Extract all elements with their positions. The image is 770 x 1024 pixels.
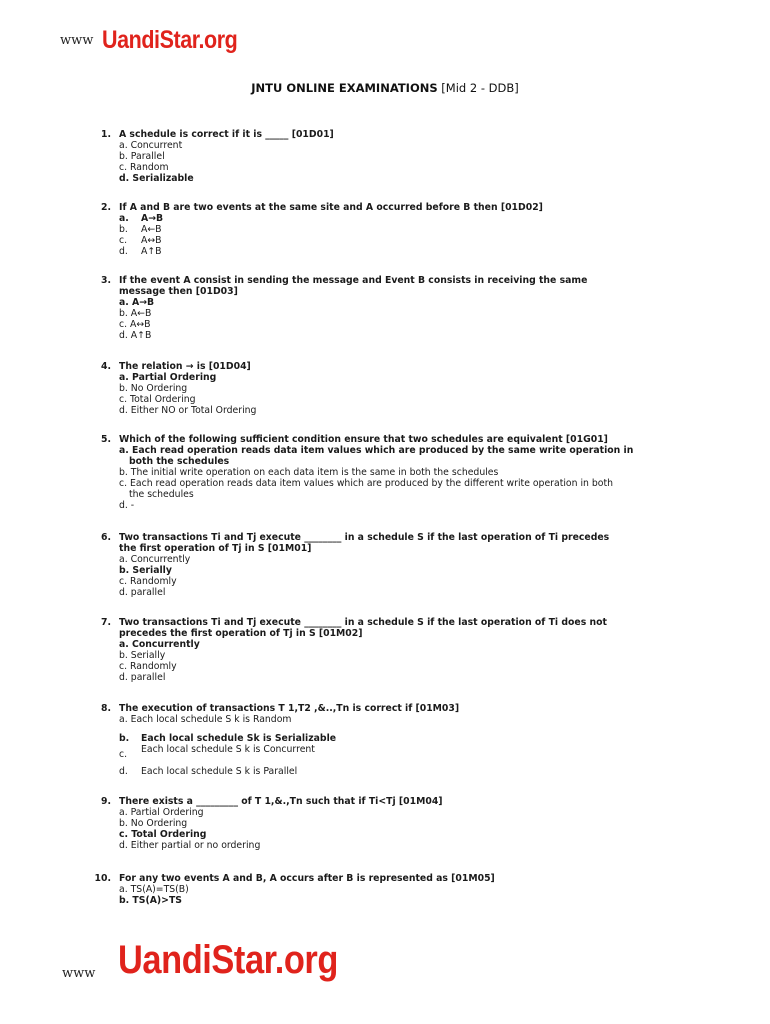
option-text: A↑B: [141, 246, 162, 257]
option-c-continued: the schedules: [129, 489, 194, 500]
question-text: A schedule is correct if it is _____ [01D01]: [119, 129, 334, 140]
question-9: [91, 796, 731, 851]
question-number: 8.: [100, 703, 111, 714]
option-d-answer: d. Serializable: [119, 173, 194, 184]
option-c: [119, 744, 731, 766]
page-title: [0, 81, 770, 95]
option-letter: b.: [119, 733, 130, 744]
option-a-answer: a. A→B: [119, 297, 155, 308]
question-text-continued: precedes the first operation of Tj in S [01M02]: [119, 628, 363, 639]
question-2: [91, 202, 731, 257]
question-number: 5.: [100, 434, 111, 445]
option-c-answer: c. Total Ordering: [119, 829, 207, 840]
question-text-continued: message then [01D03]: [119, 286, 238, 297]
footer-logo[interactable]: UandiStar.org: [118, 938, 338, 982]
option-b-answer: b. Serially: [119, 565, 172, 576]
option-b: b. No Ordering: [119, 818, 188, 829]
footer-www-text: www: [62, 966, 96, 981]
option-a-answer: a. Each read operation reads data item values which are produced by the same write operation in: [119, 445, 634, 456]
option-c: c. Randomly: [119, 576, 177, 587]
option-c: c. Randomly: [119, 661, 177, 672]
question-10: [91, 873, 731, 906]
question-6: [91, 532, 731, 598]
question-number: 10.: [94, 873, 111, 884]
option-letter: a.: [119, 213, 129, 224]
question-text: Which of the following sufficient condition ensure that two schedules are equivalent [01G01]: [119, 434, 608, 445]
question-text: If the event A consist in sending the message and Event B consists in receiving the same: [119, 275, 588, 286]
option-a: a. Concurrently: [119, 554, 191, 565]
question-number: 1.: [100, 129, 111, 140]
option-b: [119, 224, 731, 235]
option-b-answer: b. TS(A)>TS: [119, 895, 182, 906]
question-text: The execution of transactions T 1,T2 ,&..,Tn is correct if [01M03]: [119, 703, 460, 714]
option-c: c. Random: [119, 162, 169, 173]
question-text: The relation → is [01D04]: [119, 361, 251, 372]
option-text: Each local schedule S k is Concurrent: [141, 744, 315, 755]
question-number: 7.: [100, 617, 111, 628]
question-number: 4.: [100, 361, 111, 372]
option-letter: d.: [119, 766, 128, 777]
option-a: a. Each local schedule S k is Random: [119, 714, 292, 725]
option-c: [119, 235, 731, 246]
option-a: a. Partial Ordering: [119, 807, 204, 818]
option-text: Each local schedule Sk is Serializable: [141, 733, 337, 744]
option-d: [119, 766, 731, 777]
option-a-continued: both the schedules: [129, 456, 230, 467]
option-text: A←B: [141, 224, 162, 235]
option-a: a. TS(A)=TS(B): [119, 884, 189, 895]
option-a: a. Concurrent: [119, 140, 183, 151]
option-letter: c.: [119, 749, 128, 760]
option-text: A↔B: [141, 235, 162, 246]
question-7: [91, 617, 731, 683]
option-letter: d.: [119, 246, 128, 257]
header-www-text: www: [60, 33, 94, 48]
option-d: d. Either partial or no ordering: [119, 840, 261, 851]
option-d: [119, 246, 731, 257]
option-b: b. A←B: [119, 308, 152, 319]
question-number: 3.: [100, 275, 111, 286]
option-c: c. Each read operation reads data item values which are produced by the different write operation in both: [119, 478, 614, 489]
question-text: Two transactions Ti and Tj execute ________ in a schedule S if the last operation of Ti does not: [119, 617, 607, 628]
option-letter: b.: [119, 224, 128, 235]
option-text: Each local schedule S k is Parallel: [141, 766, 298, 777]
option-b: b. Serially: [119, 650, 166, 661]
question-text-continued: the first operation of Tj in S [01M01]: [119, 543, 312, 554]
option-a-answer: [119, 213, 731, 224]
question-3: [91, 275, 731, 341]
option-a-answer: a. Concurrently: [119, 639, 200, 650]
option-b-answer: [119, 733, 731, 744]
option-d: d. A↑B: [119, 330, 152, 341]
option-a-answer: a. Partial Ordering: [119, 372, 217, 383]
question-8: [91, 703, 731, 777]
question-text: If A and B are two events at the same site and A occurred before B then [01D02]: [119, 202, 543, 213]
option-d: d. Either NO or Total Ordering: [119, 405, 257, 416]
option-text: A→B: [141, 213, 164, 224]
question-1: [91, 129, 731, 184]
question-number: 2.: [100, 202, 111, 213]
question-number: 6.: [100, 532, 111, 543]
option-d: d. parallel: [119, 672, 166, 683]
header-logo[interactable]: UandiStar.org: [102, 26, 238, 54]
option-c: c. Total Ordering: [119, 394, 196, 405]
question-4: [91, 361, 731, 416]
question-text: Two transactions Ti and Tj execute ________ in a schedule S if the last operation of Ti precedes: [119, 532, 610, 543]
option-b: b. Parallel: [119, 151, 165, 162]
option-b: b. No Ordering: [119, 383, 188, 394]
title-subtitle: [Mid 2 - DDB]: [437, 81, 519, 95]
question-number: 9.: [100, 796, 111, 807]
option-letter: c.: [119, 235, 128, 246]
question-5: [91, 434, 731, 511]
title-main: JNTU ONLINE EXAMINATIONS: [251, 81, 438, 95]
question-text: For any two events A and B, A occurs after B is represented as [01M05]: [119, 873, 495, 884]
option-b: b. The initial write operation on each data item is the same in both the schedules: [119, 467, 499, 478]
question-text: There exists a _________ of T 1,&.,Tn such that if Ti<Tj [01M04]: [119, 796, 443, 807]
option-d: d. parallel: [119, 587, 166, 598]
option-d: d. -: [119, 500, 135, 511]
option-c: c. A↔B: [119, 319, 151, 330]
